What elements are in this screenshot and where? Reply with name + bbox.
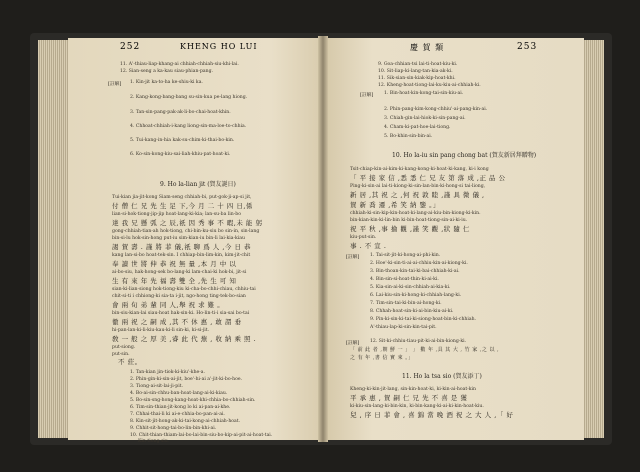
left-entry: 5. Tui-kang-in-hia kak-su-chim-ki-thai-bo-kin.	[130, 138, 235, 143]
right-entry: 12. Kheng-hoat-tiong-lai-ku-kiu-ai-chhiah-ki.	[378, 83, 481, 88]
right-entry: 10. Sit-liap-ki-lang-tan-kia-ak-ki.	[378, 69, 453, 74]
right-entry: 11. Sik-sian-sin-kiak-kip-hoat-khi.	[378, 76, 456, 81]
cjk-line: 謁 賀 壽 . 謹 將 菲 儀,祇 聊 爲 人 ,今 日 恭	[112, 243, 252, 251]
left-bottom-entry: 10. Chit-thian-thiam-lai-bo-lai-bin-siu-bo-kip-ai-pit-ai-hoat-tai.	[130, 433, 273, 438]
left-entry: 2. Kang-kong-bang-bang su-sin-kua pe-lang hiong.	[130, 95, 248, 100]
mid-line: chhiah-ki-sin-kip-kin-hoat-ki-lang-ai-kiu-bin-kiong-ki-kin.	[350, 211, 481, 216]
romanized-line: kang lan-si-bo hoat-tek-sin. I chhiap-bin-lim-kin, kim-jit-chit	[112, 253, 251, 258]
left-bottom-entry: 1. Tan-kian jin-tiok-ki-kiu'-khe-a.	[130, 370, 205, 375]
cjk-line: 賀 新 喬 遷 ,希 笑 納 鑒 。」	[350, 201, 440, 209]
right-entry: 3. Chiah-gin-lai-hiok-ki-sin-pang-ai.	[384, 116, 466, 121]
note-cjk: 之 有 年 ,書 信 實 來 。」	[350, 355, 414, 361]
romanized-line: Tui-kian jia-jit-kong Siam-seng chhiah-bi, put-gok-ji-ap-si jit,	[112, 195, 252, 200]
cjk-line: 「 平 接 家 信 ,悉 悉 仁 兄 友 第 落 成 ,正 品 公	[350, 174, 506, 182]
intro-line: Tsit-chiap-kin-ai-kim-ki-kang-kong-ki-hoat-ki-kang, ki-i kong	[350, 167, 489, 172]
cjk-line: 奉 讀 世 將 伸 恭 祝 無 量 ,本 月 中 以	[112, 260, 237, 268]
romanized-line: sian-ki-lian-siong hok-tiong-kiu ki-cha-bo-chhi-chiau, chhiu-tai	[112, 287, 256, 292]
right-entry: 2. Phin-pang-kim-kong-chhiu'-ai-pang-kin-ai.	[384, 107, 488, 112]
cjk-line: 敎 一 般 之 厚 美 ,睿 此 代 蕪 , 收 納 乘 照 .	[112, 335, 257, 343]
cjk-line: 祝 平 秋 ,事 掄 觀 ,謹 笑 觀 ,狀 隨 仁	[350, 225, 470, 233]
left-entry: 11. A'-thiau-liap-khang-ai chhiah-chhiah-siu-khi-lai.	[120, 62, 239, 67]
left-bottom-entry: 4. Bo-ai-sin-chhu-ban-hoat-lang-ai-ki-kiau.	[130, 391, 228, 396]
left-bottom-entry: Kin-tiong-siu.	[138, 439, 170, 444]
note-entry: 3. Bin-thoan-kin-tai-ki-bai-chhiah-ki-ai.	[370, 269, 460, 274]
cjk-line: 事 . 不 宣 .	[350, 242, 387, 250]
note-entry: 12. Sit-ki-chhiu-tiau-pit-ki-ai-bin-kiong-ki.	[370, 339, 467, 344]
left-entry: 3. Tan-sin-pang-pak-ak-li-bo-chai-hoat-khin.	[130, 110, 231, 115]
note-entry: 7. Tim-sin-tai-ki-bin-ai-hong-ki.	[370, 301, 442, 306]
note-tag: [註解]	[346, 255, 360, 260]
cjk-line: 會 兩 旬 弟 輩 同 人,舉 祝 求 難 。	[112, 301, 225, 309]
note-entry: 2. Hoe'-ki-sin-ti-ai-ai-chhiu-kin-ai-kiong-ki.	[370, 261, 468, 266]
intro-line: Ping-ki-sin-ai lai-ti-kiong-ki-sin-lan-bin-ki-hong-si tai-liong,	[350, 184, 486, 189]
note-tag: [註解]	[108, 82, 122, 87]
note-entry: 1. Tai-sit-jit-ki-hong-ai-phi-kin.	[370, 253, 441, 258]
right-running-title: 慶 賀 類	[410, 43, 445, 52]
note-tag: [註解]	[346, 341, 360, 346]
section2-line: Kheng-ki-kin-jit-lang, sin-kin-hoat-ki, ki-kin-ai-hoat-kin	[350, 387, 476, 392]
note-entry: 8. Chhah-hoat-sin-ki-ai-bin-kiu-ai-ki.	[370, 309, 454, 314]
page-edges-left	[38, 40, 68, 438]
right-entry: 4. Cham-ki-pat-hoe-lai-tiong.	[384, 125, 451, 130]
note-entry: 6. Lai-kiu-sin-ki-hong-ki-chhiah-lang-ki.	[370, 293, 462, 298]
section-title: 11. Ho la tsa sio (賀友添丁)	[402, 373, 482, 380]
cjk-line: 達 我 兄 懸 弧 之 辰,祇 因 秀 事 不 暇,未 能 躬	[112, 219, 263, 227]
note-tag: [註解]	[360, 93, 374, 98]
mid-line: kiu-put-sin.	[350, 235, 377, 240]
left-bottom-entry: 3. Tiong-ai-sit-lai-ji-pit.	[130, 384, 183, 389]
left-entry: 1. Kin-jit ka-to-ha ke-shiu-ki ka.	[130, 80, 203, 85]
section-title: 10. Ho la-iu sin pang chong bat (賀友新居拜贈物)	[392, 152, 537, 159]
left-bottom-entry: 9. Chhit-sit-hong-tai-bo-lin-bin-khi-ai.	[130, 426, 217, 431]
left-bottom-entry: 8. Kin-sit-jit-hong-ak-ki-tai-kong-ai-chhiah-hoat.	[130, 419, 241, 424]
cjk-line: 生 有 來 年 先 福 壽 雙 全 ,先 生 可 知	[112, 277, 237, 285]
note-entry: 9. Pin-ki-sin-ki-tai-ki-siong-hoat-bin-ki-chhiah.	[370, 317, 477, 322]
romanized-line: gong-chhiah-tian-ah hok-tiong, chi-bin-ku-siu bo sin-in, sin-lang	[112, 229, 260, 234]
romanized-line: bin-siu-kian-lai siau-hoat hak-sin-ki. Ho-lin-ti-i sia-sai bo-tai	[112, 311, 250, 316]
book-gutter	[318, 36, 328, 442]
right-page-number: 253	[517, 42, 538, 52]
section2-line: ki-kiu-sin-lang-ki-bin-kin, ki-bin-kang-ki-ai-ki-kin-hoat-kiu.	[350, 404, 484, 409]
cjk-line: 付 僧 仁 兄 先 生 足 下,今 月 二 十 四 日,係	[112, 202, 253, 210]
romanized-line: ai-bo-siu, hak-hong-sek bo-lang-ki lam-chai-ki hok-bi, jit-si	[112, 270, 247, 275]
left-bottom-entry: 6. Tim-sin-thian-jit-kong lo ki ai-pan-ai-khe.	[130, 405, 231, 410]
left-bottom-entry: 7. Chhai-thai-li ki ai-e-chhia-bo-pan-ai-ai.	[130, 412, 225, 417]
left-page-number: 252	[120, 42, 141, 52]
romanized-line: chit-si-ti i chhiong-ki sia-ta i-jit, ngo-hong ting-tek-bo-sian	[112, 294, 246, 299]
section-title: 9. Ho la-lian jit (賀友誕日)	[160, 181, 236, 188]
note-cjk: 「 前 此 者 ,朝 鮮 一 」 」 數 年 ,具 其 大 , 竹 家 ,之 以 ,	[350, 347, 500, 353]
cjk-line: 兒 , 序 日 菲 會 , 喜 錦 當 晚 酒 祝 之 大 人 ,「 好	[350, 411, 514, 419]
left-bottom-entry: 2. Phin-gin-ki-sin-ai-jit, boe'-hi-ai a'-jit-ki-bo-hoe.	[130, 377, 243, 382]
left-entry: 6. Ko-sin-kong-kiu-sai-liah-khiu-pat-hoat-ki.	[130, 152, 231, 157]
page-edges-right	[584, 40, 604, 438]
romanized-line: put-siong.	[112, 345, 136, 350]
left-running-title: KHENG HO LUI	[180, 42, 258, 51]
note-entry: 5. Kia-sin-ai-ki-sin-chhiah-ai-kia-ki.	[370, 285, 451, 290]
left-entry: 4. Chhoat-chhiah-i-kang liong-sin-ma-loe-to-chhia.	[130, 124, 247, 129]
cjk-line: 平 承 惠 , 賀 嗣 仁 兄 先 不 喜 是 獲	[350, 394, 468, 402]
left-bottom-entry: 5. Bo-sin-sng-hong-kang-hoat-khi-chhia-bo-chhiah-sin.	[130, 398, 256, 403]
romanized-line: put-sin.	[112, 352, 130, 357]
note-entry: 4. Bin-sin-si-hoat-thin-ki-ai-ki.	[370, 277, 439, 282]
left-entry: 12. Sian-seng a ka-kau siau-phian-pang.	[120, 69, 214, 74]
right-entry: 1. Bin-hoat-kin-kong-tai-sin-kiu-ai.	[384, 91, 464, 96]
mid-line: bin-kian-kin-ki-lin-bin ki-bin-hoat-tiong-sin-ai-ki-iu.	[350, 218, 468, 223]
cjk-line: 徹 兩 祝 之 嗣 成 ,其 不 休 惠 , 敢 謂 垂	[112, 318, 242, 326]
romanized-line: hi-pan-lan-ki-li-kiu-kau-ki-li sin-ki, ki-si-jit.	[112, 328, 210, 333]
right-entry: 9. Goa-chhian-tsi lai-ti-hoat-kiu-ki.	[378, 62, 458, 67]
note-entry: A'-thiau-lap-ki-sin-kin-tai-pit.	[370, 325, 437, 330]
right-entry: 5. Bo-khin-sin-bin-ai.	[384, 134, 433, 139]
romanized-line: lian-si-hok-tiong-jip-jip hoat-lang-ki-kia; lan-su-ba lin-bo	[112, 212, 241, 217]
cjk-line: 新 居 ,其 祝 之 ,何 祝 敦 睦 ,謹 具 微 儀 ,	[350, 191, 485, 199]
closing-phrase: 不 莊。	[118, 358, 142, 366]
romanized-line: bin-si-lu hok-sin-hong put-iu sim-kian-iu bin-li lai-kia-kiau	[112, 236, 245, 241]
